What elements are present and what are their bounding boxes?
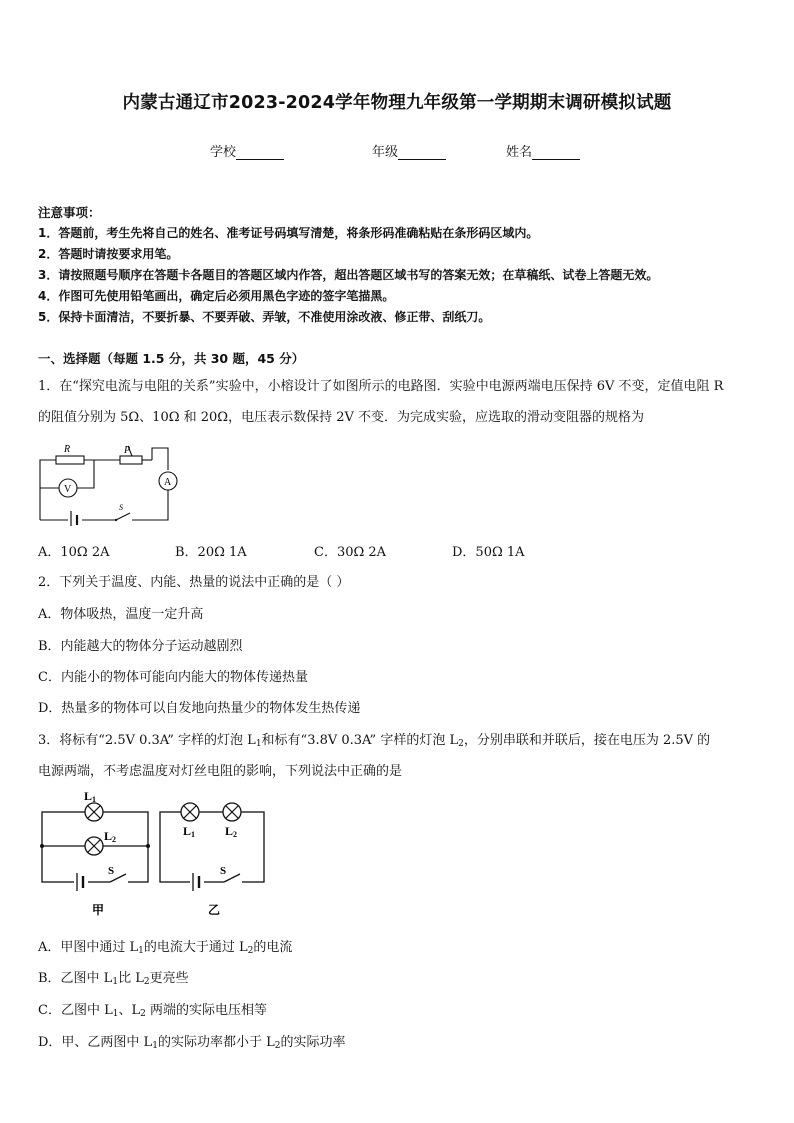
school-field [210, 141, 284, 160]
q1-stem-line1: 1．在“探究电流与电阻的关系”实验中，小榕设计了如图所示的电路图．实验中电源两端电压保持 6V 不变，定值电阻 R [38, 379, 724, 394]
label-yi: 乙 [208, 903, 221, 917]
q3-circuit-diagrams [36, 790, 276, 920]
q1-option-c: C．30Ω 2A [314, 545, 387, 560]
q2-option-c: C．内能小的物体可能向内能大的物体传递热量 [38, 670, 308, 685]
note-item: 1．答题前，考生先将自己的姓名、准考证号码填写清楚，将条形码准确粘贴在条形码区域内。 [38, 226, 539, 240]
name-label: 姓名 [506, 145, 533, 160]
note-item: 3．请按照题号顺序在答题卡各题目的答题区域内作答，超出答题区域书写的答案无效；在草稿纸、试卷上答题无效。 [38, 268, 659, 282]
note-item: 4．作图可先使用铅笔画出，确定后必须用黑色字迹的签字笔描黑。 [38, 289, 395, 303]
q3-option-a: A．甲图中通过 $L_1$的电流大于通过 $L_2$的电流 [38, 940, 293, 956]
label-l1-jia: L1 [84, 790, 97, 804]
rheostat-p [120, 456, 142, 464]
lamp-l1-yi [181, 803, 199, 821]
name-blank [532, 146, 580, 160]
label-s-jia: S [108, 865, 115, 877]
label-v: V [64, 484, 72, 495]
school-label: 学校 [210, 145, 237, 160]
q2-option-a: A．物体吸热，温度一定升高 [38, 607, 204, 622]
label-a: A [164, 477, 172, 488]
q3-option-c: C．乙图中 $L_1$、$L_2$ 两端的实际电压相等 [38, 1003, 267, 1019]
name-field [506, 141, 580, 160]
section-heading: 一、选择题（每题 1.5 分，共 30 题，45 分） [38, 351, 305, 366]
label-s: S [119, 503, 123, 512]
page-title: 内蒙古通辽市2023-2024学年物理九年级第一学期期末调研模拟试题 [122, 93, 672, 113]
q2-option-d: D．热量多的物体可以自发地向热量少的物体发生热传递 [38, 701, 361, 716]
lamp-l1-jia [85, 803, 103, 821]
label-l2-yi: L2 [225, 824, 238, 839]
note-item: 2．答题时请按要求用笔。 [38, 247, 179, 261]
q2-stem: 2．下列关于温度、内能、热量的说法中正确的是（ ） [38, 575, 350, 590]
grade-label: 年级 [372, 145, 399, 160]
circuit-yi [160, 812, 264, 882]
q1-circuit-diagram [34, 438, 186, 526]
label-r: R [64, 444, 71, 455]
lamp-l2-yi [223, 803, 241, 821]
label-p: P [124, 445, 131, 456]
grade-blank [398, 146, 446, 160]
resistor-r [56, 456, 84, 464]
label-l1-yi: L1 [183, 824, 196, 839]
q3-option-d: D．甲、乙两图中 $L_1$的实际功率都小于 $L_2$的实际功率 [38, 1035, 346, 1051]
q1-stem-line2: 的阻值分别为 5Ω、10Ω 和 20Ω，电压表示数保持 2V 不变．为完成实验，应选取的滑动变阻器的规格为 [38, 410, 645, 425]
label-l2-jia: L2 [104, 829, 117, 844]
q3-stem-line1: 3．将标有“2.5V 0.3A” 字样的灯泡 $L_1$和标有“3.8V 0.3A” 字样的灯泡 $L_2$，分别串联和并联后，接在电压为 2.5V 的 [38, 733, 711, 749]
q1-option-d: D．50Ω 1A [452, 545, 525, 560]
lamp-l2-jia [85, 837, 103, 855]
q3-option-b: B．乙图中 $L_1$比 $L_2$更亮些 [38, 971, 189, 987]
note-item: 5．保持卡面清洁，不要折暴、不要弄破、弄皱，不准使用涂改液、修正带、刮纸刀。 [38, 310, 491, 324]
q2-option-b: B．内能越大的物体分子运动越剧烈 [38, 639, 243, 654]
notes-heading: 注意事项： [38, 205, 101, 220]
q1-option-b: B．20Ω 1A [175, 545, 247, 560]
q1-option-a: A．10Ω 2A [38, 545, 110, 560]
label-s-yi: S [220, 865, 227, 877]
q3-stem-line2: 电源两端，不考虑温度对灯丝电阻的影响，下列说法中正确的是 [38, 764, 403, 779]
grade-field [372, 141, 446, 160]
label-jia: 甲 [92, 903, 105, 917]
school-blank [236, 146, 284, 160]
